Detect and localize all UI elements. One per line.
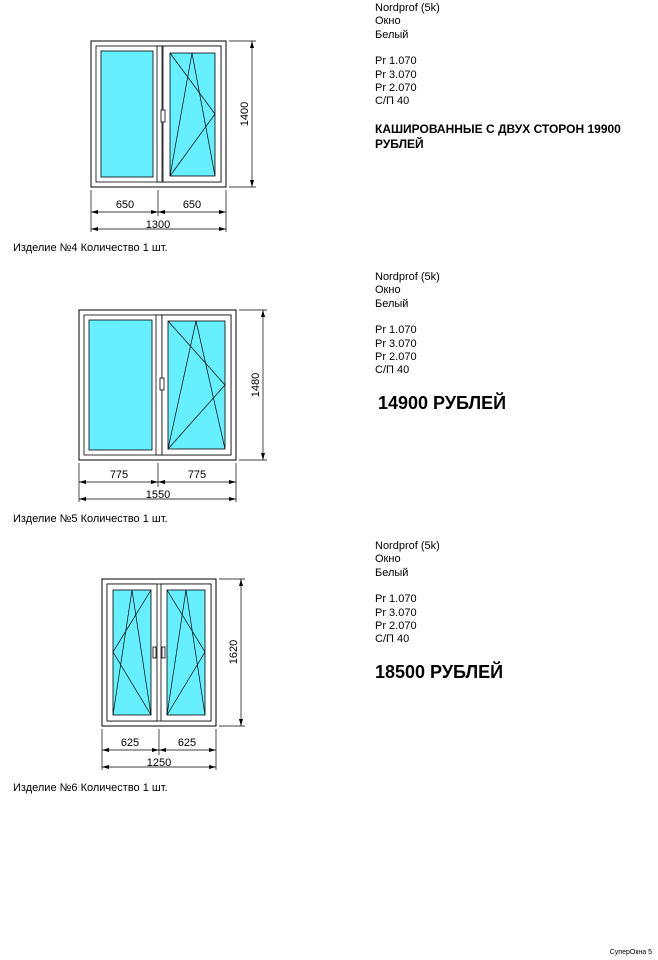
item5-color: Белый (375, 297, 409, 310)
handle-icon (162, 647, 165, 658)
dim-right-width: 650 (182, 199, 202, 211)
item6-spec-row: Pr 2.070 (375, 620, 417, 633)
footer-label: СуперОкна 5 (609, 949, 652, 956)
dim-height: 1480 (250, 372, 262, 398)
glass-pane (167, 590, 205, 715)
item4-spec-row: Pr 1.070 (375, 55, 417, 68)
item6-spec-row: Pr 3.070 (375, 606, 417, 619)
item4-spec-row: С/П 40 (375, 95, 410, 108)
item6-spec-row: С/П 40 (375, 633, 410, 646)
item5-spec-row: Pr 3.070 (375, 337, 417, 350)
handle-icon (153, 647, 156, 658)
item5-spec-row: Pr 1.070 (375, 324, 417, 337)
item5-spec-row: С/П 40 (375, 364, 410, 377)
dim-left-width: 775 (109, 469, 129, 481)
item6-price: 18500 РУБЛЕЙ (375, 661, 504, 682)
item6-type: Окно (375, 553, 401, 566)
item6-color: Белый (375, 566, 409, 579)
item5-price: 14900 РУБЛЕЙ (378, 392, 507, 413)
dim-total-width: 1250 (146, 757, 172, 769)
item5-profile: Nordprof (5k) (375, 271, 440, 283)
dim-height: 1400 (239, 101, 251, 127)
item4-spec-row: Pr 3.070 (375, 68, 417, 81)
item4-color: Белый (375, 28, 409, 41)
dim-total-width: 1300 (145, 219, 171, 231)
item4-profile: Nordprof (5k) (375, 2, 440, 14)
dim-right-width: 775 (187, 469, 207, 481)
item4-caption: Изделие №4 Количество 1 шт. (13, 242, 168, 254)
item6-profile: Nordprof (5k) (375, 540, 440, 552)
item5-spec-row: Pr 2.070 (375, 351, 417, 364)
item4-spec-row: Pr 2.070 (375, 82, 417, 95)
dim-total-width: 1550 (145, 489, 171, 501)
item6-caption: Изделие №6 Количество 1 шт. (13, 782, 168, 794)
item4-type: Окно (375, 15, 401, 28)
item5-type: Окно (375, 284, 401, 297)
item6-spec-row: Pr 1.070 (375, 593, 417, 606)
item5-caption: Изделие №5 Количество 1 шт. (13, 513, 168, 525)
dim-left-width: 650 (115, 199, 135, 211)
dim-right-width: 625 (177, 737, 197, 749)
glass-pane (113, 590, 151, 715)
dim-height: 1620 (228, 639, 240, 665)
item4-price: КАШИРОВАННЫЕ С ДВУХ СТОРОН 19900 РУБЛЕЙ (375, 121, 621, 151)
dim-left-width: 625 (120, 737, 140, 749)
